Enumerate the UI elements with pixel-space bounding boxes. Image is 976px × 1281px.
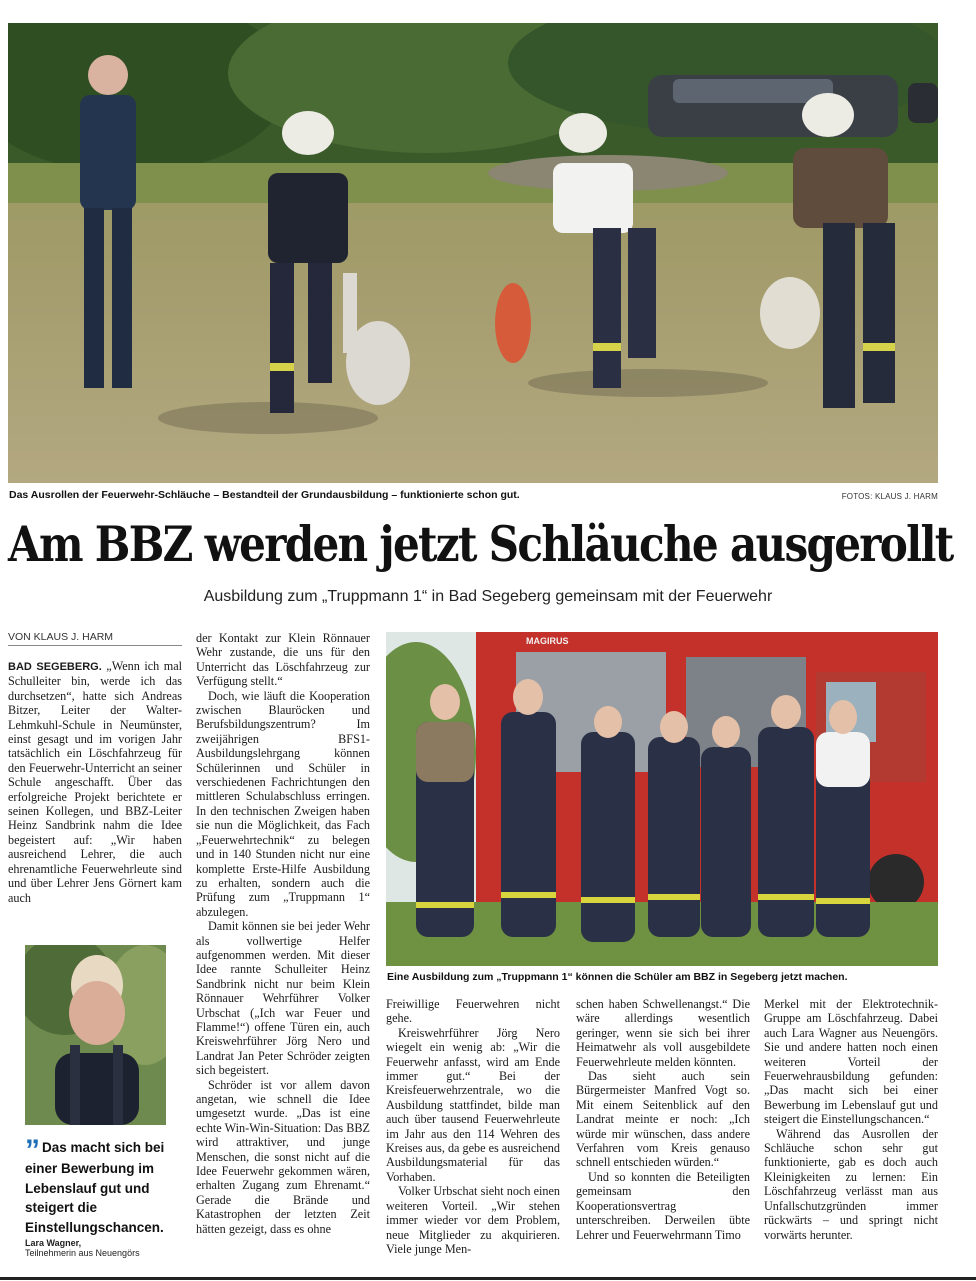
quote-author-name: Lara Wagner, — [25, 1238, 82, 1248]
article-paragraph — [8, 659, 182, 905]
pull-quote — [25, 1134, 175, 1237]
dateline: BAD SEGEBERG. — [8, 661, 102, 673]
article-column-1 — [8, 659, 182, 905]
article-paragraph: Volker Urbschat sieht noch einen weiteren Vorteil. „Wir stehen immer wieder vor dem Problem, neue Mitglieder zu akquirieren. Viele junge Men- — [386, 1184, 560, 1256]
subhead: Ausbildung zum „Truppmann 1“ in Bad Segeberg gemeinsam mit der Feuerwehr — [203, 588, 773, 605]
article-paragraph: Schröder ist vor allem davon angetan, wie schnell die Idee umgesetzt wurde. „Das ist eine echte Win-Win-Situation: Das BBZ wird attraktiver, und junge Menschen, die sonst nicht auf die Idee Feuerwehr gekommen wären, erhalten Zugang zum Ehrenamt.“ Gerade die Brände und Katastrophen der letzten Zeit hätten gezeigt, dass es ohne — [196, 1077, 370, 1236]
article-paragraph: Damit können sie bei jeder Wehr als vollwertige Helfer aufgenommen werden. Mit dieser Idee rannte Schulleiter Heinz Sandbrink nicht nur beim Klein Rönnauer Wehrführer Volker Urbschat („Ich war Feuer und Flamme!“) offene Türen ein, auch Kreiswehrführer Jörg Nero und Landrat Jan Peter Schröder zeigten sich begeistert. — [196, 919, 370, 1078]
top-photo-caption: Das Ausrollen der Feuerwehr-Schläuche – Bestandteil der Grundausbildung – funktionierte schon gut. — [9, 489, 520, 501]
article-paragraph: Während das Ausrollen der Schläuche schon sehr gut funktionierte, gab es doch auch Kleinigkeiten zu lernen: Ein Löschfahrzeug verlässt man aus Unfallschutzgründen immer rückwärts – und springt nicht vorwärts herunter. — [764, 1126, 938, 1242]
article-paragraph: Kreiswehrführer Jörg Nero wiegelt ein wenig ab: „Wir die Feuerwehr anfasst, wird am Ende immer gut.“ Bei der Kreisfeuerwehrzentrale, wo die Ausbildung stattfindet, bilde man auch über tausend Feuerwehrleute im Jahr aus den 114 Wehren des Kreises aus, da gebe es ausreichend Ausbildungsmaterial für das Vorhaben. — [386, 1025, 560, 1184]
headline: Am BBZ werden jetzt Schläuche ausgerollt — [8, 515, 953, 573]
paragraph-text: „Wenn ich mal Schulleiter bin, werde ich das durchsetzen“, hatte sich Andreas Bitzer, Leiter der Walter-Lehmkuhl-Schule in Neumünster, einst gesagt und im vorigen Jahr tatsächlich ein Löschfahrzeug für den Feuerwehr-Unterricht an seiner Schule angeschafft. Über das erfolgreiche Projekt berichtete er seinen Kollegen, und BBZ-Leiter Heinz Sandbrink nahm die Idee begeistert auf: „Wir haben ausreichend Lehrer, die auch ehrenamtliche Feuerwehrleute sind und über Lehrer Jens Görnert kam auch — [8, 659, 183, 905]
byline-rule — [8, 645, 182, 646]
top-photo-credit: FOTOS: KLAUS J. HARM — [841, 492, 938, 501]
article-paragraph: Merkel mit der Elektrotechnik-Gruppe am Löschfahrzeug. Dabei auch Lara Wagner aus Neuengörs. Sie und andere hatten noch einen weiteren Vorteil der Feuerwehrausbildung gefunden: „Das macht sich bei einer Bewerbung im Lebenslauf gut und steigert die Einstellungschancen.“ — [764, 997, 938, 1127]
quote-mark-icon: ” — [25, 1134, 40, 1167]
article-column-2 — [196, 631, 370, 1236]
article-paragraph: Doch, wie läuft die Kooperation zwischen Blauröcken und Berufsbildungszentrum? Im zweijährigen BFS1-Ausbildungslehrgang können Schülerinnen und Schüler in verschiedenen Fachrichtungen den mittleren Schulabschluss erringen. In den technischen Zweigen haben sie nun die Möglichkeit, das Fach „Feuerwehrtechnik“ zu belegen und in 140 Stunden nicht nur eine komplette Erste-Hilfe Ausbildung zu erhalten, sondern auch die Prüfung zum „Truppmann 1“ abzulegen. — [196, 688, 370, 919]
group-photo — [386, 632, 938, 966]
pull-quote-text: Das macht sich bei einer Bewerbung im Lebenslauf gut und steigert die Einstellungschancen. — [25, 1140, 165, 1235]
article-column-4 — [576, 997, 750, 1242]
group-photo-caption: Eine Ausbildung zum „Truppmann 1“ können die Schüler am BBZ in Segeberg jetzt machen. — [387, 971, 848, 983]
bottom-rule — [0, 1277, 976, 1280]
article-column-5 — [764, 997, 938, 1242]
article-paragraph: schen haben Schwellenangst.“ Die wäre allerdings wesentlich geringer, wenn sie sich bei ihrer Heimatwehr als voll ausgebildete Feuerwehrleute melden könnten. — [576, 997, 750, 1069]
article-paragraph: Das sieht auch sein Bürgermeister Manfred Vogt so. Mit einem Seitenblick auf den Landrat meinte er noch: „Ich würde mir wünschen, dass andere Verfahren vom Kreis genauso schnell entschieden würden.“ — [576, 1069, 750, 1170]
article-column-3 — [386, 997, 560, 1256]
quote-author-role: Teilnehmerin aus Neuengörs — [25, 1248, 140, 1258]
quote-author — [25, 1238, 140, 1258]
article-paragraph: der Kontakt zur Klein Rönnauer Wehr zustande, die uns für den Unterricht das Löschfahrzeug zur Verfügung stellt.“ — [196, 631, 370, 689]
portrait-photo — [25, 945, 166, 1125]
byline: VON KLAUS J. HARM — [8, 631, 114, 643]
article-paragraph: Freiwillige Feuerwehren nicht gehe. — [386, 997, 560, 1026]
truck-label: MAGIRUS — [526, 636, 569, 646]
article-paragraph: Und so konnten die Beteiligten gemeinsam den Kooperationsvertrag unterschreiben. Derweilen übte Lehrer und Feuerwehrmann Timo — [576, 1169, 750, 1242]
top-photo — [8, 23, 938, 483]
